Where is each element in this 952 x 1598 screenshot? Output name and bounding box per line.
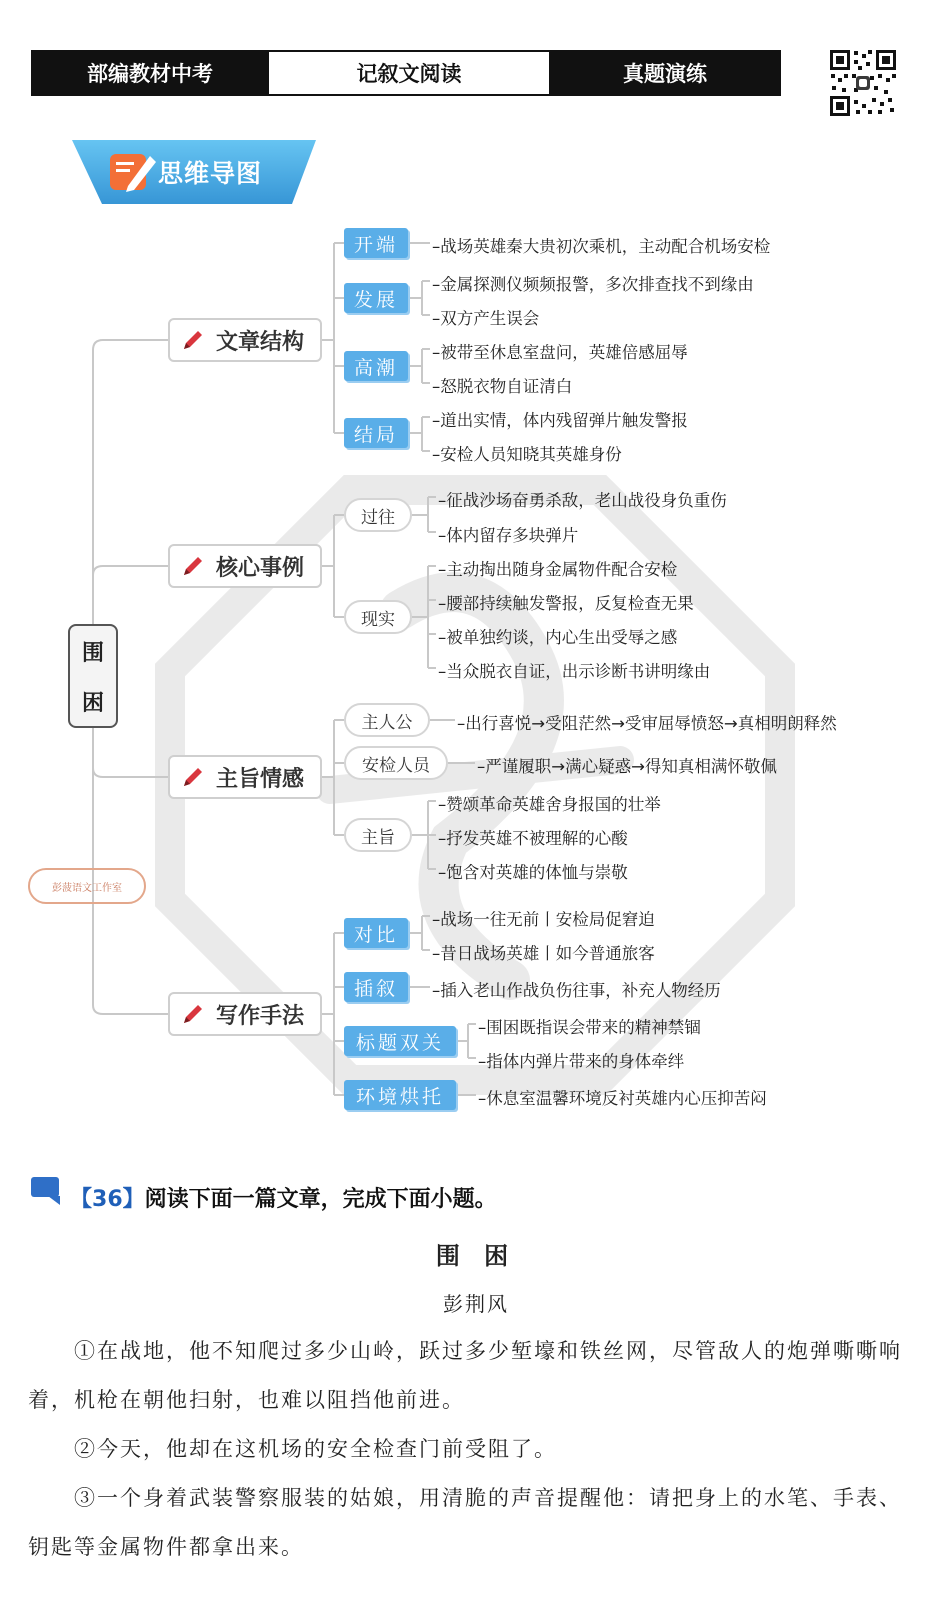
tag-past: 过往 <box>344 498 412 532</box>
leaf-text: –被单独约谈，内心生出受辱之感 <box>438 628 678 647</box>
leaf-text: –插入老山作战负伤往事，补充人物经历 <box>432 981 721 1000</box>
leaf-text: –战场英雄秦大贵初次乘机，主动配合机场安检 <box>432 237 771 256</box>
node-technique <box>168 992 322 1036</box>
node-technique-label: 写作手法 <box>216 1003 305 1029</box>
tag-main: 主旨 <box>344 818 412 852</box>
tag-gaochao: 高潮 <box>344 351 408 381</box>
tag-staff: 安检人员 <box>344 746 448 780</box>
leaf-text: –围困既指误会带来的精神禁锢 <box>478 1018 701 1037</box>
tag-chaxu: 插叙 <box>344 972 408 1002</box>
root-char-1: 围 <box>81 640 104 666</box>
leaf-text: –道出实情，体内残留弹片触发警报 <box>432 411 688 430</box>
root-node <box>68 624 118 728</box>
article-paragraph: ①在战地，他不知爬过多少山岭，跃过多少堑壕和铁丝网，尽管敌人的炮弹嘶嘶响着，机枪在朝他扫射，也难以阻挡他前进。 <box>28 1339 902 1412</box>
leaf-text: –休息室温馨环境反衬英雄内心压抑苦闷 <box>478 1089 767 1108</box>
root-char-2: 困 <box>81 690 104 716</box>
leaf-text: –严谨履职→满心疑惑→得知真相满怀敬佩 <box>477 757 777 776</box>
leaf-text: –出行喜悦→受阻茫然→受审屈辱愤怒→真相明朗释然 <box>457 714 837 733</box>
node-structure <box>168 318 322 362</box>
tag-now: 现实 <box>344 600 412 634</box>
tag-biaoti: 标题双关 <box>344 1026 456 1056</box>
tag-fazhan: 发展 <box>344 283 408 313</box>
question-text: 阅读下面一篇文章，完成下面小题。 <box>144 1187 497 1212</box>
leaf-text: –金属探测仪频频报警，多次排查找不到缘由 <box>432 275 754 294</box>
leaf-text: –腰部持续触发警报，反复检查无果 <box>438 594 694 613</box>
leaf-text: –抒发英雄不被理解的心酸 <box>438 829 628 848</box>
leaf-text: –体内留存多块弹片 <box>438 526 579 545</box>
article-author: 彭荆风 <box>443 1292 509 1316</box>
question-bracket-open: 【 <box>70 1187 93 1212</box>
pen-icon <box>182 1003 204 1025</box>
leaf-text: –赞颂革命英雄舍身报国的壮举 <box>438 795 661 814</box>
article-paragraph: ③一个身着武装警察服装的姑娘，用清脆的声音提醒他：请把身上的水笔、手表、钥匙等金属物件都拿出来。 <box>28 1486 902 1559</box>
leaf-text: –安检人员知晓其英雄身份 <box>432 445 622 464</box>
node-theme <box>168 755 322 799</box>
tag-kaiduan: 开端 <box>344 228 408 258</box>
question-bracket-close: 】 <box>122 1187 145 1212</box>
pen-icon <box>182 329 204 351</box>
leaf-text: –主动掏出随身金属物件配合安检 <box>438 560 678 579</box>
node-structure-label: 文章结构 <box>216 329 305 355</box>
tag-hero: 主人公 <box>344 703 430 737</box>
tag-huanjing: 环境烘托 <box>344 1080 456 1110</box>
leaf-text: –征战沙场奋勇杀敌，老山战役身负重伤 <box>438 491 727 510</box>
studio-badge: 彭菠语文工作室 <box>28 868 146 904</box>
question-number: 36 <box>92 1187 123 1212</box>
leaf-text: –怒脱衣物自证清白 <box>432 377 573 396</box>
node-events <box>168 544 322 588</box>
tag-jieju: 结局 <box>344 418 408 448</box>
pen-icon <box>182 555 204 577</box>
node-events-label: 核心事例 <box>216 555 305 581</box>
leaf-text: –昔日战场英雄丨如今普通旅客 <box>432 944 655 963</box>
article-title: 围 困 <box>435 1242 517 1270</box>
mindmap-title: 思维导图 <box>158 159 263 188</box>
leaf-text: –战场一往无前丨安检局促窘迫 <box>432 910 655 929</box>
article-paragraph: ②今天，他却在这机场的安全检查门前受阻了。 <box>74 1437 557 1461</box>
leaf-text: –被带至休息室盘问，英雄倍感屈辱 <box>432 343 688 362</box>
leaf-text: –双方产生误会 <box>432 309 540 328</box>
header-series-label: 部编教材中考 <box>33 52 267 94</box>
node-theme-label: 主旨情感 <box>216 766 305 792</box>
leaf-text: –当众脱衣自证，出示诊断书讲明缘由 <box>438 662 711 681</box>
question-prompt <box>70 1182 497 1213</box>
header-topic-label: 记叙文阅读 <box>267 52 551 94</box>
pen-icon <box>182 766 204 788</box>
tag-duibi: 对比 <box>344 918 408 948</box>
leaf-text: –饱含对英雄的体恤与崇敬 <box>438 863 628 882</box>
header-section-label: 真题演练 <box>551 52 779 94</box>
leaf-text: –指体内弹片带来的身体牵绊 <box>478 1052 685 1071</box>
speech-bubble-icon <box>30 1176 64 1206</box>
